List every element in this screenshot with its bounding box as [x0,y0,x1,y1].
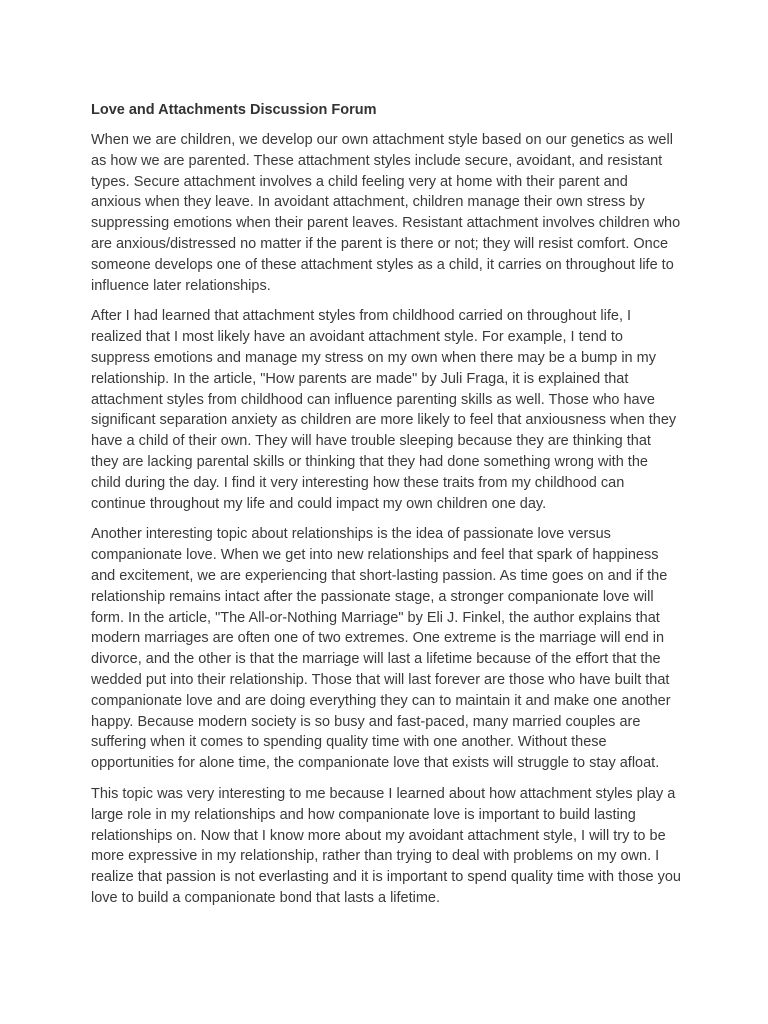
document-page [91,100,681,919]
paragraph-conclusion: This topic was very interesting to me because I learned about how attachment styles play a large role in my relationships and how companionate love is important to build lasting relationships on. Now that I know more about my avoidant attachment style, I will try to be more expressive in my relationship, rather than trying to deal with problems on my own. I realize that passion is not everlasting and it is important to spend quality time with those you love to build a companionate bond that lasts a lifetime. [91,785,681,906]
paragraph-attachment-styles: When we are children, we develop our own attachment style based on our genetics as well as how we are parented. These attachment styles include secure, avoidant, and resistant types. Secure attachment involves a child feeling very at home with their parent and anxious when they leave. In avoidant attachment, children manage their own stress by suppressing emotions when their parent leaves. Resistant attachment involves children who are anxious/distressed no matter if the parent is there or not; they will resist comfort. Once someone develops one of these attachment styles as a child, it carries on throughout life to influence later relationships. [91,132,681,294]
document-title: Love and Attachments Discussion Forum [91,102,377,118]
paragraph-passionate-vs-companionate: Another interesting topic about relationships is the idea of passionate love versus companionate love. When we get into new relationships and feel that spark of happiness and excitement, we are experiencing that short-lasting passion. As time goes on and if the relationship remains intact after the passionate stage, a stronger companionate love will form. In the article, "The All-or-Nothing Marriage" by Eli J. Finkel, the author explains that modern marriages are often one of two extremes. One extreme is the marriage will end in divorce, and the other is that the marriage will last a lifetime because of the effort that the wedded put into their relationship. Those that will last forever are those who have built that companionate love and are doing everything they can to maintain it and make one another happy. Because modern society is so busy and fast-paced, many married couples are suffering when it comes to spending quality time with one another. Without these opportunities for alone time, the companionate love that exists will struggle to stay afloat. [91,526,671,772]
paragraph-avoidant-attachment: After I had learned that attachment styles from childhood carried on throughout life, I realized that I most likely have an avoidant attachment style. For example, I tend to suppress emotions and manage my stress on my own when there may be a bump in my relationship. In the article, "How parents are made" by Juli Fraga, it is explained that attachment styles from childhood can influence parenting skills as well. Those who have significant separation anxiety as children are more likely to feel that anxiousness when they have a child of their own. They will have trouble sleeping because they are thinking that they are lacking parental skills or thinking that they had done something wrong with the child during the day. I find it very interesting how these traits from my childhood can continue throughout my life and could impact my own children one day. [91,308,677,512]
